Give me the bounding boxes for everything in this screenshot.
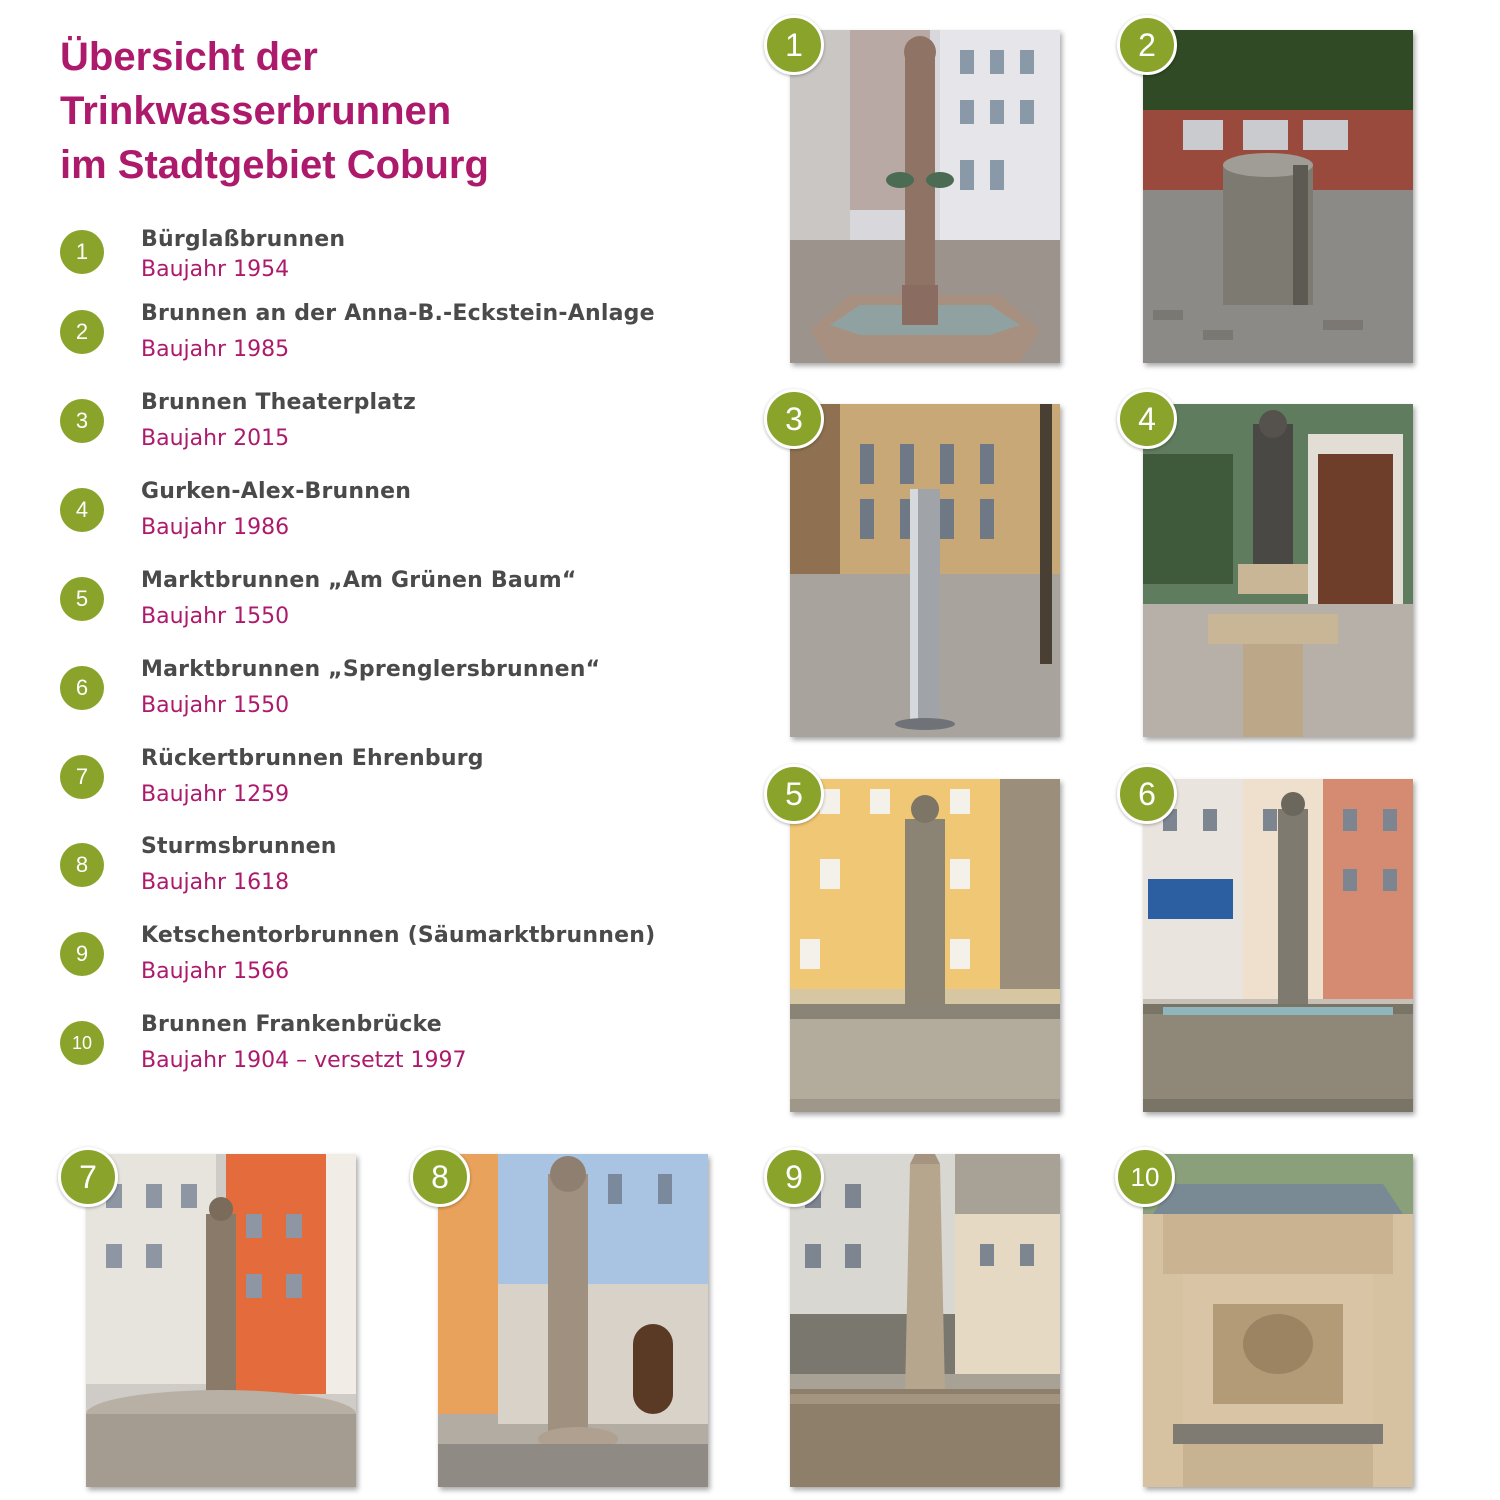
number-badge: 3 (60, 399, 104, 443)
fountain-year: Baujahr 1954 (141, 257, 290, 282)
legend-item-2 (60, 301, 700, 382)
legend-item-5 (60, 568, 700, 649)
legend-item-9 (60, 923, 700, 1004)
photo-badge-4: 4 (1117, 389, 1177, 449)
legend-item-8 (60, 834, 700, 915)
title-line-2: Trinkwasserbrunnen (60, 89, 452, 133)
photo-badge-5: 5 (764, 764, 824, 824)
fountain-year: Baujahr 1986 (141, 515, 290, 540)
number-badge: 5 (60, 577, 104, 621)
fountain-year: Baujahr 1904 – versetzt 1997 (141, 1048, 467, 1073)
fountain-year: Baujahr 1550 (141, 693, 290, 718)
legend-item-10 (60, 1012, 700, 1093)
number-badge: 10 (60, 1021, 104, 1065)
photo-fountain-9 (790, 1154, 1060, 1487)
fountain-name: Brunnen an der Anna-B.-Eckstein-Anlage (141, 301, 655, 326)
photo-fountain-10 (1143, 1154, 1413, 1487)
photo-badge-10: 10 (1115, 1147, 1175, 1207)
number-badge: 8 (60, 843, 104, 887)
photo-badge-9: 9 (764, 1147, 824, 1207)
fountain-year: Baujahr 1259 (141, 782, 290, 807)
photo-fountain-3 (790, 404, 1060, 737)
fountain-7-image (86, 1154, 356, 1487)
fountain-name: Rückertbrunnen Ehrenburg (141, 746, 484, 771)
fountain-year: Baujahr 2015 (141, 426, 290, 451)
title-line-1: Übersicht der (60, 35, 318, 79)
number-badge: 4 (60, 488, 104, 532)
fountain-year: Baujahr 1618 (141, 870, 290, 895)
photo-badge-1: 1 (764, 15, 824, 75)
fountain-10-image (1143, 1154, 1413, 1487)
photo-badge-7: 7 (58, 1147, 118, 1207)
photo-badge-6: 6 (1117, 764, 1177, 824)
fountain-name: Sturmsbrunnen (141, 834, 337, 859)
fountain-2-image (1143, 30, 1413, 363)
photo-fountain-1 (790, 30, 1060, 363)
photo-fountain-6 (1143, 779, 1413, 1112)
fountain-name: Marktbrunnen „Sprenglersbrunnen“ (141, 657, 601, 682)
fountain-6-image (1143, 779, 1413, 1112)
number-badge: 1 (60, 230, 104, 274)
fountain-name: Gurken-Alex-Brunnen (141, 479, 412, 504)
photo-fountain-4 (1143, 404, 1413, 737)
title-line-3: im Stadtgebiet Coburg (60, 143, 489, 187)
photo-fountain-2 (1143, 30, 1413, 363)
fountain-name: Brunnen Frankenbrücke (141, 1012, 442, 1037)
fountain-4-image (1143, 404, 1413, 737)
fountain-9-image (790, 1154, 1060, 1487)
legend-item-7 (60, 746, 700, 827)
fountain-1-image (790, 30, 1060, 363)
fountain-year: Baujahr 1985 (141, 337, 290, 362)
fountain-name: Bürglaßbrunnen (141, 227, 346, 252)
fountain-name: Brunnen Theaterplatz (141, 390, 417, 415)
fountain-3-image (790, 404, 1060, 737)
number-badge: 9 (60, 932, 104, 976)
photo-badge-8: 8 (410, 1147, 470, 1207)
fountain-year: Baujahr 1566 (141, 959, 290, 984)
legend-item-3 (60, 390, 700, 471)
fountain-8-image (438, 1154, 708, 1487)
fountain-name: Ketschentorbrunnen (Säumarktbrunnen) (141, 923, 656, 948)
legend-item-1 (60, 227, 700, 302)
photo-fountain-7 (86, 1154, 356, 1487)
fountain-name: Marktbrunnen „Am Grünen Baum“ (141, 568, 577, 593)
legend-item-6 (60, 657, 700, 738)
page-title (60, 30, 660, 192)
fountain-5-image (790, 779, 1060, 1112)
photo-fountain-8 (438, 1154, 708, 1487)
number-badge: 6 (60, 666, 104, 710)
photo-badge-2: 2 (1117, 15, 1177, 75)
legend-item-4 (60, 479, 700, 560)
number-badge: 2 (60, 310, 104, 354)
fountain-year: Baujahr 1550 (141, 604, 290, 629)
photo-fountain-5 (790, 779, 1060, 1112)
number-badge: 7 (60, 755, 104, 799)
photo-badge-3: 3 (764, 389, 824, 449)
